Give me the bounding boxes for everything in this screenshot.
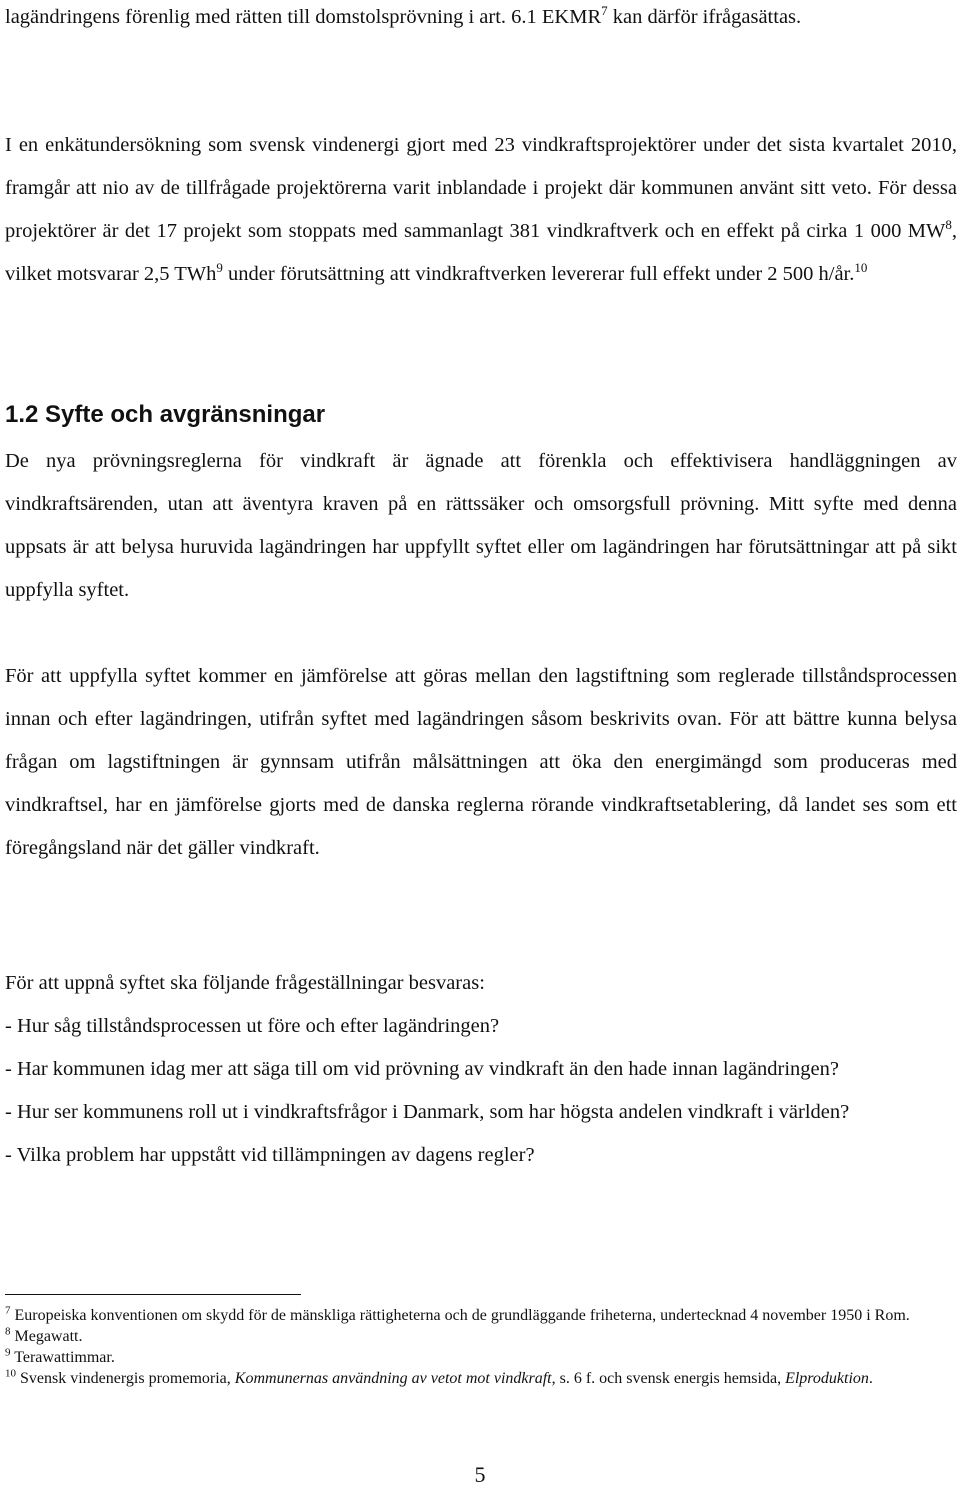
footnote-ref-8: 8	[945, 217, 952, 233]
footnote-10	[5, 1368, 957, 1389]
survey-text-c: under förutsättning att vindkraftverken levererar full effekt under 2 500 h/år.	[222, 263, 855, 285]
page-number: 5	[474, 1462, 486, 1487]
footnote-ref-9: 9	[216, 260, 223, 276]
footnote-9	[5, 1347, 957, 1368]
intro-text: lagändringens förenlig med rätten till domstolsprövning i art. 6.1 EKMR	[5, 6, 602, 28]
survey-text-b: , vilket motsvarar 2,5 TWh	[5, 220, 957, 285]
paragraph-intro	[5, 0, 957, 39]
paragraph-survey	[5, 124, 957, 296]
footnote-ref-10: 10	[854, 260, 868, 276]
footnote-text: Terawattimmar.	[14, 1349, 115, 1366]
question-item: - Vilka problem har uppstått vid tillämpningen av dagens regler?	[5, 1144, 535, 1166]
footnote-text: .	[868, 1370, 873, 1387]
section-heading: 1.2 Syfte och avgränsningar	[5, 401, 326, 428]
footnote-text: Megawatt.	[14, 1328, 83, 1345]
footnote-text: , s. 6 f. och svensk energis hemsida,	[551, 1370, 786, 1387]
paragraph-method: För att uppfylla syftet kommer en jämförelse att göras mellan den lagstiftning som reglerade tillståndsprocessen innan och efter lagändringen, utifrån syftet med lagändringen såsom beskrivits ovan. För att bättre kunna belysa frågan om lagstiftningen är gynnsam utifrån målsättningen att öka den energimängd som produceras med vindkraftsel, har en jämförelse gjorts med de danska reglerna rörande vindkraftsetablering, då landet ses som ett föregångsland när det gäller vindkraft.	[5, 665, 957, 859]
questions-intro: För att uppnå syftet ska följande frågeställningar besvaras:	[5, 972, 485, 994]
footnote-number: 8	[5, 1325, 11, 1338]
footnote-number: 9	[5, 1346, 11, 1359]
footnote-italic-title: Kommunernas användning av vetot mot vindkraft	[234, 1370, 552, 1387]
paragraph-purpose: De nya prövningsreglerna för vindkraft är ägnade att förenkla och effektivisera handläggningen av vindkraftsärenden, utan att äventyra kraven på en rättssäker och omsorgsfull prövning. Mitt syfte med denna uppsats är att belysa huruvida lagändringen har uppfyllt syftet eller om lagändringen har förutsättningar att på sikt uppfylla syftet.	[5, 450, 957, 601]
footnote-text: Svensk vindenergis promemoria,	[20, 1370, 235, 1387]
footnote-italic-title: Elproduktion	[785, 1370, 869, 1387]
question-item: - Hur såg tillståndsprocessen ut före och efter lagändringen?	[5, 1015, 500, 1037]
footnote-8	[5, 1326, 957, 1347]
footnote-divider	[5, 1294, 301, 1295]
footnote-number: 7	[5, 1304, 11, 1317]
question-item: - Hur ser kommunens roll ut i vindkraftsfrågor i Danmark, som har högsta andelen vindkraft i världen?	[5, 1101, 850, 1123]
question-item: - Har kommunen idag mer att säga till om vid prövning av vindkraft än den hade innan lagändringen?	[5, 1058, 839, 1080]
footnote-text: Europeiska konventionen om skydd för de mänskliga rättigheterna och de grundläggande friheterna, undertecknad 4 november 1950 i Rom.	[14, 1307, 910, 1324]
footnote-ref-7: 7	[601, 3, 608, 19]
intro-text-end: kan därför ifrågasättas.	[607, 6, 802, 28]
survey-text-a: I en enkätundersökning som svensk vindenergi gjort med 23 vindkraftsprojektörer under det sista kvartalet 2010, framgår att nio av de tillfrågade projektörerna varit inblandade i projekt där kommunen använt sitt veto. För dessa projektörer är det 17 projekt som stoppats med sammanlagt 381 vindkraftverk och en effekt på cirka 1 000 MW	[5, 134, 957, 242]
footnote-7	[5, 1305, 957, 1326]
footnote-number: 10	[5, 1367, 16, 1380]
footnotes	[5, 1305, 957, 1389]
questions-list	[5, 1005, 957, 1177]
